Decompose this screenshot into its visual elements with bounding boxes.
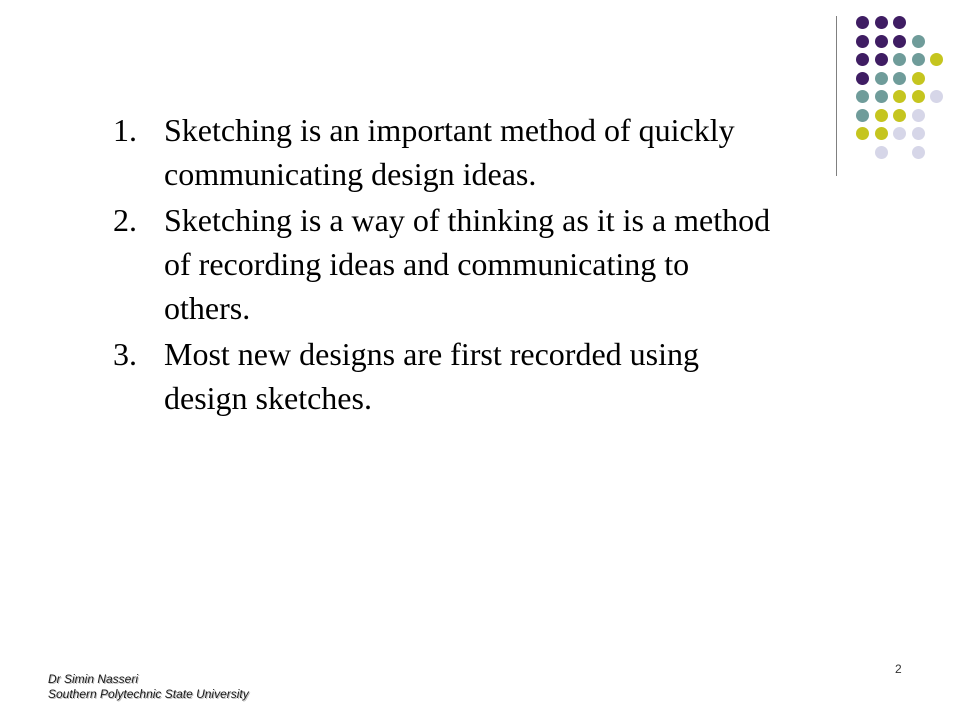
decorative-dot	[893, 16, 906, 29]
decorative-dot	[893, 53, 906, 66]
decorative-dot	[856, 35, 869, 48]
decorative-dot	[930, 53, 943, 66]
decorative-dot	[856, 127, 869, 140]
decorative-dot	[912, 146, 925, 159]
list-item-2	[113, 198, 813, 330]
decorative-dot	[856, 16, 869, 29]
decorative-dot	[912, 53, 925, 66]
decorative-dot	[875, 16, 888, 29]
decorative-dot	[912, 72, 925, 85]
decorative-dot	[912, 35, 925, 48]
decorative-dot	[893, 109, 906, 122]
decorative-dot	[875, 109, 888, 122]
footer-author-block	[48, 672, 249, 702]
numbered-list	[113, 108, 813, 422]
decorative-dot	[875, 127, 888, 140]
list-item-3	[113, 332, 813, 420]
list-text: Sketching is a way of thinking as it is a method of recording ideas and communicating to others.	[164, 202, 771, 326]
vertical-divider	[836, 16, 837, 176]
decorative-dot	[875, 35, 888, 48]
decorative-dot	[875, 146, 888, 159]
decorative-dot	[893, 127, 906, 140]
list-number: 3.	[113, 336, 137, 372]
footer-author-name: Dr Simin Nasseri	[48, 672, 139, 686]
list-item-1	[113, 108, 813, 196]
decorative-dot	[912, 90, 925, 103]
decorative-dot	[893, 72, 906, 85]
list-text: Sketching is an important method of quickly communicating design ideas.	[164, 112, 735, 192]
decorative-dot	[912, 109, 925, 122]
decorative-dot	[893, 35, 906, 48]
decorative-dot	[856, 109, 869, 122]
decorative-dot	[912, 127, 925, 140]
decorative-dot	[856, 53, 869, 66]
footer-institution: Southern Polytechnic State University	[48, 687, 249, 701]
decorative-dot	[875, 90, 888, 103]
list-number: 1.	[113, 112, 137, 148]
decorative-dot	[875, 72, 888, 85]
decorative-dot-grid	[840, 10, 960, 160]
list-number: 2.	[113, 202, 137, 238]
page-number: 2	[895, 662, 902, 676]
decorative-dot	[875, 53, 888, 66]
decorative-dot	[893, 90, 906, 103]
list-text: Most new designs are first recorded using design sketches.	[164, 336, 699, 416]
decorative-dot	[930, 90, 943, 103]
decorative-dot	[856, 72, 869, 85]
decorative-dot	[856, 90, 869, 103]
